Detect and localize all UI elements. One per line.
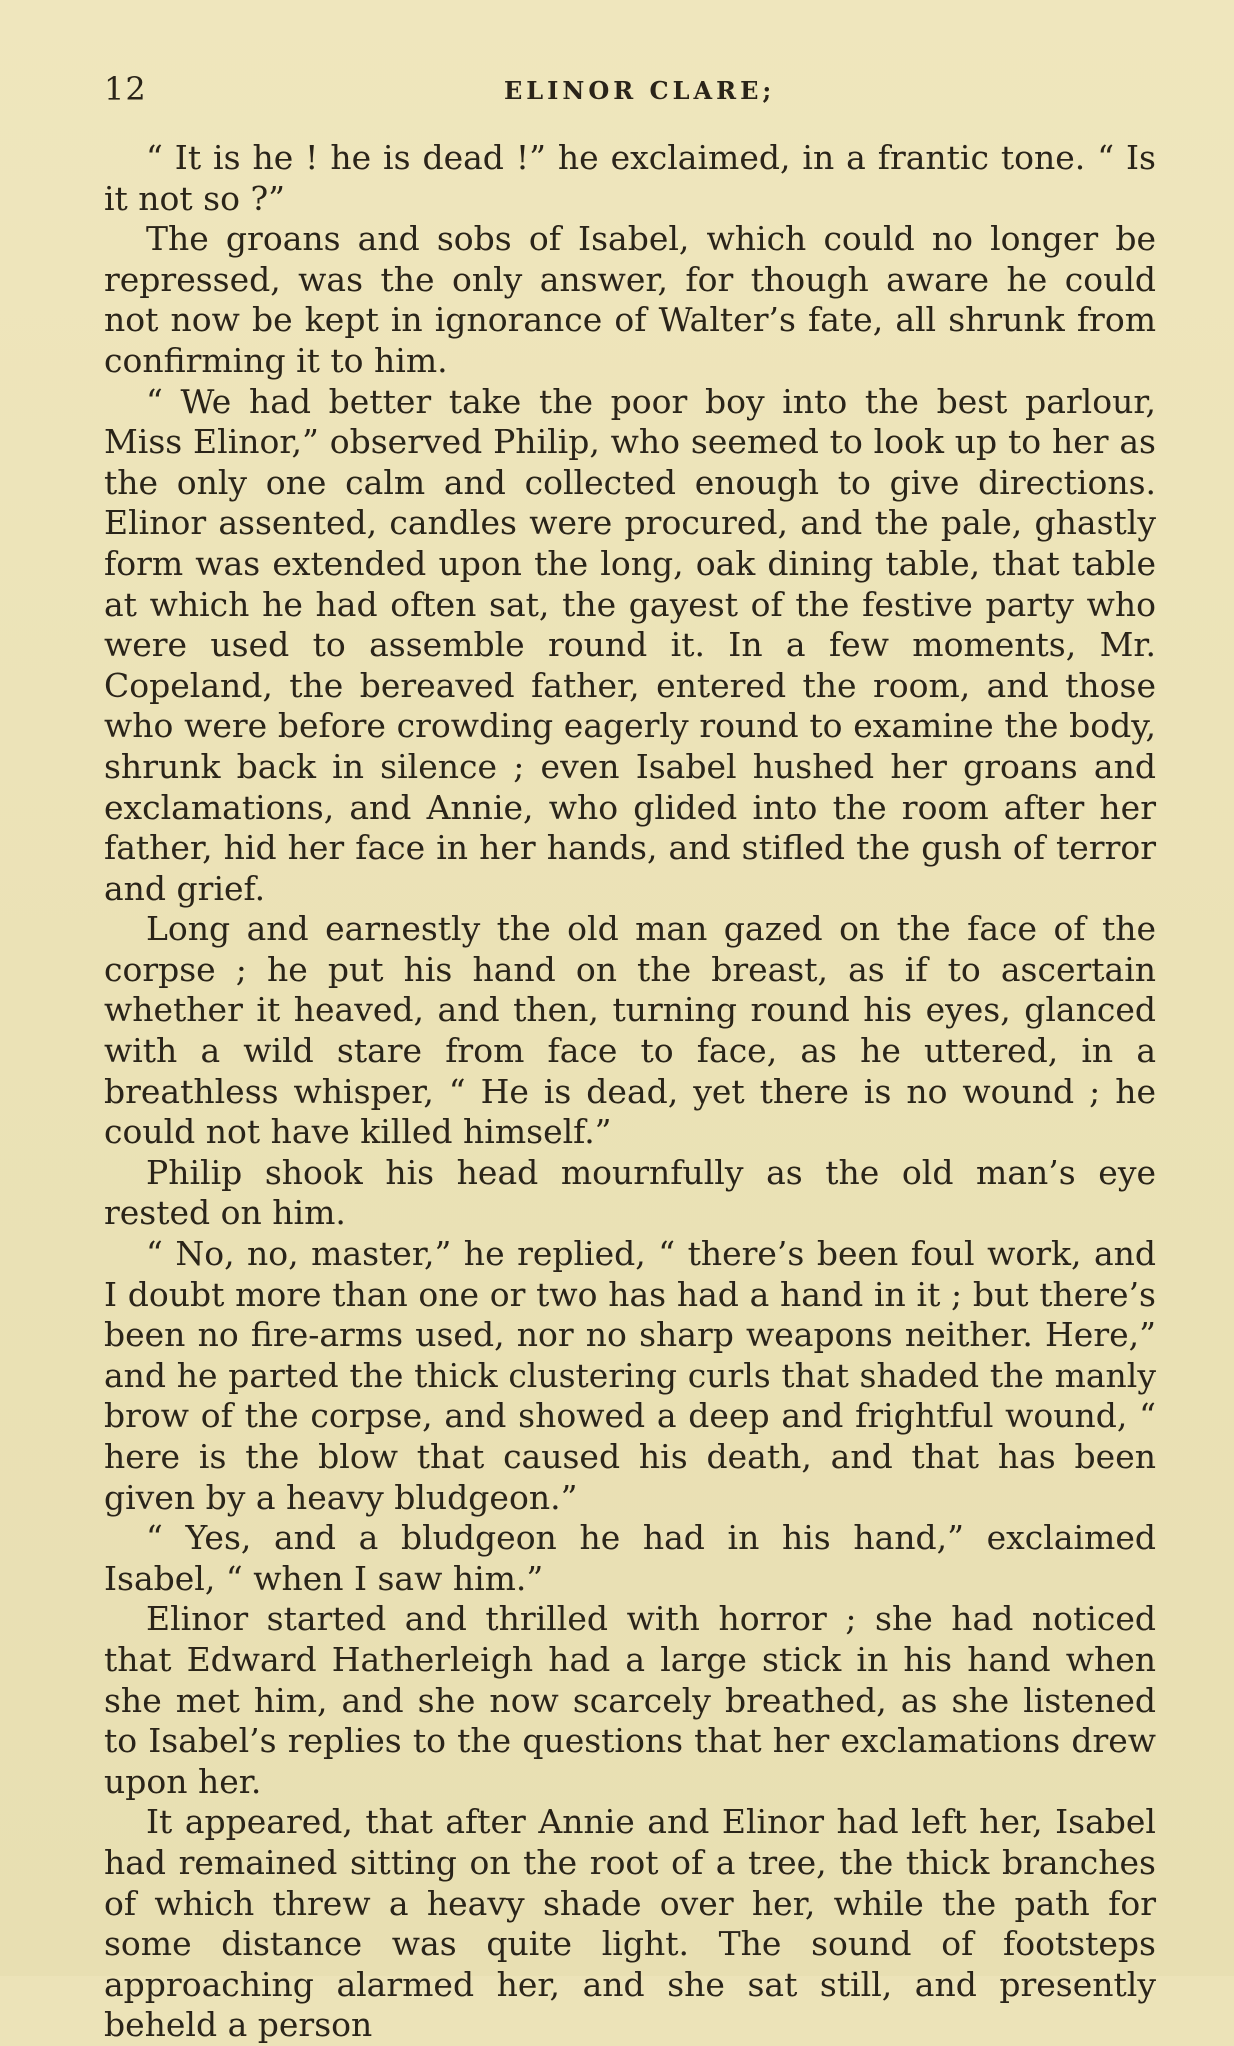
paragraph: The groans and sobs of Isabel, which could no longer be repressed, was the only answer, for though aware he could not now be kept in ignorance of Walter’s fate, all shrunk from confirming it to him. — [104, 219, 1156, 380]
paragraph: “ No, no, master,” he replied, “ there’s been foul work, and I doubt more than one or two has had a hand in it ; but there’s been no fire-arms used, nor no sharp weapons neither. Here,” and he parted the thick clustering curls that shaded the manly brow of the corpse, and showed a deep and frightful wound, “ here is the blow that caused his death, and that has been given by a heavy bludgeon.” — [104, 1234, 1156, 1517]
page-number: 12 — [104, 70, 147, 108]
running-head: ELINOR CLARE; — [504, 76, 776, 105]
body-text — [104, 138, 1156, 2046]
paragraph: Philip shook his head mournfully as the old man’s eye rested on him. — [104, 1152, 1156, 1233]
page-header — [104, 62, 1154, 122]
paragraph: Long and earnestly the old man gazed on the face of the corpse ; he put his hand on the breast, as if to ascertain whether it heaved, and then, turning round his eyes, glanced with a wild stare from face to face, as he uttered, in a breathless whisper, “ He is dead, yet there is no wound ; he could not have killed himself.” — [104, 909, 1156, 1152]
paragraph: Elinor started and thrilled with horror ; she had noticed that Edward Hatherleigh had a large stick in his hand when she met him, and she now scarcely breathed, as she listened to Isabel’s replies to the questions that her exclamations drew upon her. — [104, 1599, 1156, 1801]
paragraph: “ We had better take the poor boy into the best parlour, Miss Elinor,” observed Philip, who seemed to look up to her as the only one calm and collected enough to give directions. Elinor assented, candles were procured, and the pale, ghastly form was extended upon the long, oak dining table, that table at which he had often sat, the gayest of the festive party who were used to assemble round it. In a few moments, Mr. Copeland, the bereaved father, entered the room, and those who were before crowding eagerly round to examine the body, shrunk back in silence ; even Isabel hushed her groans and exclamations, and Annie, who glided into the room after her father, hid her face in her hands, and stifled the gush of terror and grief. — [104, 381, 1156, 908]
paragraph: “ It is he ! he is dead !” he exclaimed, in a frantic tone. “ Is it not so ?” — [104, 138, 1156, 218]
paragraph: “ Yes, and a bludgeon he had in his hand,” exclaimed Isabel, “ when I saw him.” — [104, 1518, 1156, 1598]
paragraph: It appeared, that after Annie and Elinor had left her, Isabel had remained sitting on the root of a tree, the thick branches of which threw a heavy shade over her, while the path for some distance was quite light. The sound of footsteps approaching alarmed her, and she sat still, and presently beheld a person — [104, 1802, 1156, 2045]
